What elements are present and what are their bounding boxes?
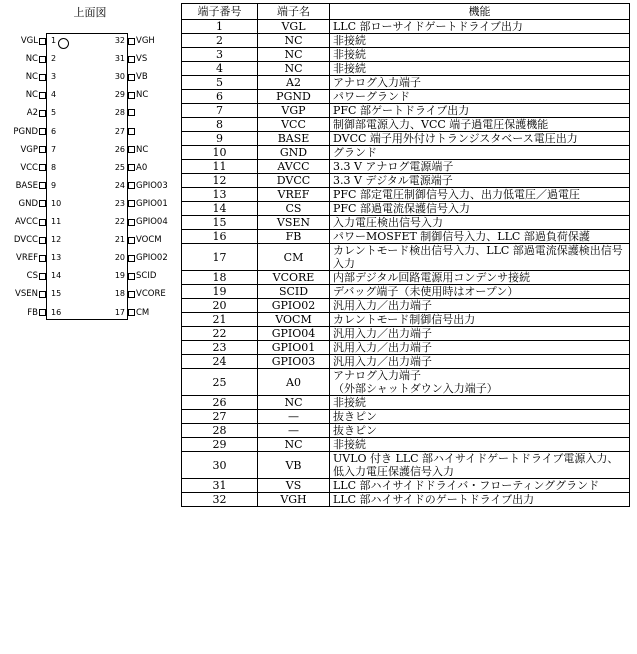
pin-number: 17 [114,307,125,317]
cell-function: 制御部電源入力、VCC 端子過電圧保護機能 [330,118,630,132]
pin-4 [0,89,46,101]
pin-number: 27 [114,126,125,136]
pin-name: VB [136,72,148,83]
cell-pin-number: 12 [182,174,258,188]
cell-function: PFC 部ゲートドライブ出力 [330,104,630,118]
pin-12 [0,234,46,246]
cell-pin-number: 15 [182,216,258,230]
pin-name: NC [25,90,38,101]
pin-number: 24 [114,180,125,190]
table-row [182,118,630,132]
cell-pin-number: 9 [182,132,258,146]
pin-25 [128,162,184,174]
pin-name: VCC [20,162,38,173]
pin-8 [0,162,46,174]
cell-pin-name: VOCM [258,313,330,327]
table-row [182,410,630,424]
cell-function: UVLO 付き LLC 部ハイサイドゲートドライブ電源入力、低入力電圧保護信号入力 [330,452,630,479]
cell-function: アナログ入力端子 [330,76,630,90]
table-row [182,34,630,48]
pin-name: A0 [136,162,148,173]
pin-lead-icon [39,164,46,171]
cell-pin-number: 3 [182,48,258,62]
pin-name: NC [136,144,149,155]
table-row [182,90,630,104]
cell-pin-number: 32 [182,493,258,507]
cell-pin-name: VCC [258,118,330,132]
pin-number: 3 [51,72,57,82]
table-row [182,132,630,146]
cell-pin-name: VS [258,479,330,493]
cell-pin-number: 20 [182,299,258,313]
pin-28 [128,107,184,119]
pin-name: CS [26,271,38,282]
pin-name: NC [25,72,38,83]
cell-pin-number: 22 [182,327,258,341]
cell-function: PFC 部過電流保護信号入力 [330,202,630,216]
cell-function: PFC 部定電圧制御信号入力、出力低電圧／過電圧 [330,188,630,202]
pin-name: GPIO01 [136,198,168,209]
pin-name: VGL [20,36,38,46]
pin-lead-icon [39,92,46,99]
table-row [182,146,630,160]
table-row [182,174,630,188]
pin-22 [128,216,184,228]
table-row [182,160,630,174]
cell-function: グランド [330,146,630,160]
pin-lead-icon [128,109,135,116]
pin-26 [128,144,184,156]
pin-number: 20 [114,253,125,263]
table-row [182,479,630,493]
cell-function: パワーMOSFET 制御信号入力、LLC 部過負荷保護 [330,230,630,244]
cell-function: パワーグランド [330,90,630,104]
pin-lead-icon [128,182,135,189]
pin-number: 15 [51,289,62,299]
pin-20 [128,252,184,264]
table-row [182,299,630,313]
cell-function: 非接続 [330,62,630,76]
cell-function: アナログ入力端子 （外部シャットダウン入力端子） [330,369,630,396]
pin-lead-icon [128,128,135,135]
cell-pin-name: NC [258,396,330,410]
cell-pin-number: 10 [182,146,258,160]
cell-pin-name: VCORE [258,271,330,285]
pin-name: GPIO03 [136,180,168,191]
table-row [182,62,630,76]
cell-pin-number: 26 [182,396,258,410]
pin-number: 14 [51,271,62,281]
pin-18 [128,288,184,300]
cell-pin-name: — [258,424,330,438]
cell-function: LLC 部ハイサイドドライバ・フローティンググランド [330,479,630,493]
cell-pin-number: 21 [182,313,258,327]
table-row [182,104,630,118]
pin-name: GPIO04 [136,217,168,227]
header-pin-number: 端子番号 [182,4,258,20]
table-row [182,202,630,216]
pin-number: 12 [51,235,62,245]
table-row [182,76,630,90]
pin-5 [0,107,46,119]
cell-function: LLC 部ハイサイドのゲートドライブ出力 [330,493,630,507]
cell-pin-number: 27 [182,410,258,424]
cell-pin-name: — [258,410,330,424]
cell-function: 3.3 V アナログ電源端子 [330,160,630,174]
pin-number: 10 [51,198,62,208]
table-row [182,285,630,299]
pin-name: GND [18,198,38,209]
pin-name: VOCM [136,235,162,246]
pin-number: 26 [114,144,125,154]
pin-2 [0,53,46,65]
pin-number: 25 [114,162,125,172]
cell-function: デバッグ端子（未使用時はオープン） [330,285,630,299]
table-row [182,20,630,34]
table-header-row [182,4,630,20]
pin-7 [0,144,46,156]
pin-name: AVCC [15,217,38,227]
pin-17 [128,307,184,319]
cell-pin-name: FB [258,230,330,244]
pin-30 [128,71,184,83]
cell-pin-name: VGP [258,104,330,118]
pin-name: VREF [16,253,38,264]
cell-function: 抜きピン [330,424,630,438]
pin-function-table [181,3,630,507]
cell-pin-number: 2 [182,34,258,48]
table-row [182,48,630,62]
pin-number: 31 [114,54,125,64]
pin-6 [0,126,46,138]
cell-pin-number: 29 [182,438,258,452]
cell-pin-number: 8 [182,118,258,132]
cell-pin-number: 7 [182,104,258,118]
table-row [182,438,630,452]
pin-lead-icon [39,255,46,262]
table-row [182,452,630,479]
cell-pin-number: 14 [182,202,258,216]
cell-pin-name: BASE [258,132,330,146]
pin-name: PGND [13,126,38,137]
pin-number: 7 [51,144,57,154]
cell-pin-number: 30 [182,452,258,479]
pin-3 [0,71,46,83]
pin-32 [128,35,184,47]
pin-number: 1 [51,36,57,45]
pin-lead-icon [39,128,46,135]
pin-lead-icon [128,38,135,45]
cell-pin-name: VREF [258,188,330,202]
cell-pin-name: DVCC [258,174,330,188]
table-row [182,230,630,244]
cell-pin-number: 18 [182,271,258,285]
cell-pin-number: 1 [182,20,258,34]
pin-number: 22 [114,217,125,226]
pin-11 [0,216,46,228]
pin-number: 32 [114,36,125,45]
pin-name: NC [25,54,38,65]
pin-number: 30 [114,72,125,82]
cell-pin-name: VGH [258,493,330,507]
cell-pin-name: VB [258,452,330,479]
pin-lead-icon [128,237,135,244]
pin-1 [0,35,46,47]
pin-name: CM [136,307,150,318]
cell-function: 汎用入力／出力端子 [330,355,630,369]
cell-pin-name: CM [258,244,330,271]
cell-function: 非接続 [330,34,630,48]
pin-lead-icon [128,309,135,316]
pin-lead-icon [128,219,135,226]
pin-lead-icon [39,219,46,226]
pin-name: SCID [136,271,157,282]
table-row [182,396,630,410]
pin-lead-icon [128,74,135,81]
cell-pin-number: 24 [182,355,258,369]
cell-function: 内部デジタル回路電源用コンデンサ接続 [330,271,630,285]
pin-lead-icon [39,110,46,117]
pin-name: BASE [15,180,38,191]
cell-function: DVCC 端子用外付けトランジスタベース電圧出力 [330,132,630,146]
pin-number: 4 [51,90,57,100]
cell-function: 非接続 [330,48,630,62]
pin-number: 18 [114,289,125,299]
pin-13 [0,252,46,264]
pin-number: 28 [114,108,125,118]
pin-number: 5 [51,108,57,118]
table-row [182,244,630,271]
cell-pin-number: 6 [182,90,258,104]
pin-name: VGH [136,36,155,46]
pin-number: 2 [51,54,57,64]
cell-pin-name: VGL [258,20,330,34]
pin-lead-icon [39,182,46,189]
pin-lead-icon [39,237,46,244]
cell-function: カレントモード検出信号入力、LLC 部過電流保護検出信号入力 [330,244,630,271]
table-row [182,271,630,285]
table-row [182,341,630,355]
pin-lead-icon [39,74,46,81]
table-row [182,188,630,202]
cell-pin-number: 19 [182,285,258,299]
pin-name: VGP [20,144,38,155]
pin-lead-icon [39,146,46,153]
pin-19 [128,270,184,282]
pin-31 [128,53,184,65]
pin-number: 11 [51,217,62,226]
pin-number: 29 [114,90,125,100]
pin-number: 23 [114,198,125,208]
cell-pin-name: AVCC [258,160,330,174]
pin-lead-icon [39,273,46,280]
cell-pin-number: 28 [182,424,258,438]
table-row [182,369,630,396]
cell-function: LLC 部ローサイドゲートドライブ出力 [330,20,630,34]
pin-24 [128,180,184,192]
cell-pin-name: GPIO03 [258,355,330,369]
table-row [182,216,630,230]
pin-27 [128,126,184,138]
header-function: 機能 [330,4,630,20]
pin-lead-icon [128,146,135,153]
pin-number: 9 [51,180,57,190]
pin-name: DVCC [13,235,38,246]
cell-pin-name: PGND [258,90,330,104]
pin-lead-icon [128,92,135,99]
cell-function: 入力電圧検出信号入力 [330,216,630,230]
pin-name: A2 [26,108,38,119]
pin-16 [0,307,46,319]
cell-pin-number: 23 [182,341,258,355]
cell-pin-name: NC [258,34,330,48]
pin-number: 6 [51,126,57,136]
cell-function: 非接続 [330,396,630,410]
header-pin-name: 端子名 [258,4,330,20]
pin-21 [128,234,184,246]
pin-lead-icon [128,255,135,262]
pin-lead-icon [39,309,46,316]
cell-function: 汎用入力／出力端子 [330,299,630,313]
pin-number: 13 [51,253,62,263]
cell-pin-number: 16 [182,230,258,244]
package-diagram [0,0,180,330]
pin-9 [0,180,46,192]
cell-pin-name: GND [258,146,330,160]
pin-lead-icon [128,273,135,280]
pin-15 [0,288,46,300]
pin-23 [128,198,184,210]
cell-pin-name: NC [258,438,330,452]
pin1-marker-icon [58,38,69,49]
pin-lead-icon [39,56,46,63]
table-row [182,355,630,369]
table-row [182,327,630,341]
cell-function: 非接続 [330,438,630,452]
cell-pin-number: 5 [182,76,258,90]
pin-name: VSEN [15,289,38,300]
cell-pin-number: 25 [182,369,258,396]
cell-pin-name: GPIO02 [258,299,330,313]
pin-lead-icon [128,200,135,207]
pin-number: 21 [114,235,125,245]
cell-function: 抜きピン [330,410,630,424]
pin-name: FB [27,307,38,318]
cell-pin-name: GPIO04 [258,327,330,341]
pin-lead-icon [128,56,135,63]
cell-function: 汎用入力／出力端子 [330,327,630,341]
pin-10 [0,198,46,210]
table-row [182,493,630,507]
pin-number: 19 [114,271,125,281]
cell-pin-name: A0 [258,369,330,396]
table-row [182,424,630,438]
cell-function: 汎用入力／出力端子 [330,341,630,355]
cell-pin-name: NC [258,48,330,62]
pin-name: GPIO02 [136,253,168,264]
table-row [182,313,630,327]
cell-pin-number: 13 [182,188,258,202]
cell-pin-name: A2 [258,76,330,90]
pin-lead-icon [39,291,46,298]
cell-pin-number: 31 [182,479,258,493]
pin-name: VS [136,54,148,65]
cell-pin-number: 11 [182,160,258,174]
cell-pin-name: VSEN [258,216,330,230]
cell-pin-name: NC [258,62,330,76]
diagram-title: 上面図 [73,6,107,19]
pin-lead-icon [39,200,46,207]
cell-pin-name: SCID [258,285,330,299]
cell-pin-name: GPIO01 [258,341,330,355]
pin-14 [0,270,46,282]
pin-lead-icon [128,164,135,171]
pin-lead-icon [128,291,135,298]
pin-number: 8 [51,162,57,172]
cell-pin-number: 4 [182,62,258,76]
pin-number: 16 [51,307,62,317]
pin-name: NC [136,90,149,101]
pin-lead-icon [39,38,46,45]
cell-pin-name: CS [258,202,330,216]
pin-name: VCORE [136,289,166,300]
cell-function: カレントモード制御信号出力 [330,313,630,327]
cell-pin-number: 17 [182,244,258,271]
cell-function: 3.3 V デジタル電源端子 [330,174,630,188]
pin-29 [128,89,184,101]
